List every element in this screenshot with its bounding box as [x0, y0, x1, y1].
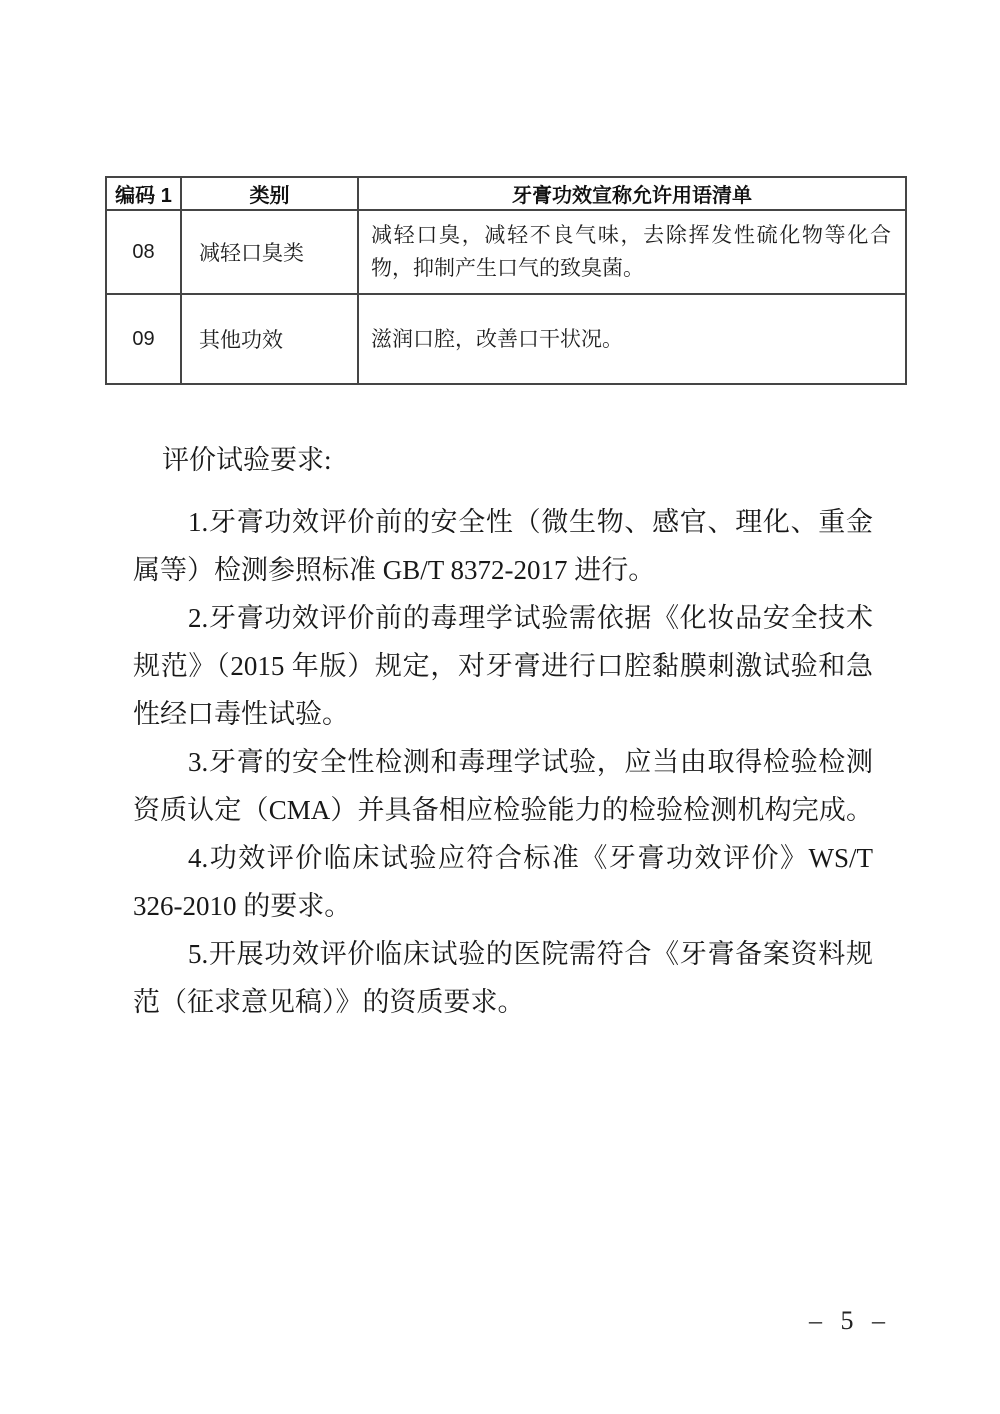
page-number: – 5 – [809, 1306, 891, 1335]
cell-code-09: 09 [106, 294, 181, 384]
paragraph-3-line-1: 3.牙膏的安全性检测和毒理学试验，应当由取得检验检测 [188, 747, 873, 777]
header-cell-code: 编码 1 [106, 177, 181, 210]
paragraph-3-line-2: 资质认定（CMA）并具备相应检验能力的检验检测机构完成。 [133, 795, 873, 825]
table-row [106, 210, 906, 294]
paragraph-5-line-2: 范（征求意见稿）》的资质要求。 [133, 987, 525, 1017]
paragraph-2-line-1: 2.牙膏功效评价前的毒理学试验需依据《化妆品安全技术 [188, 603, 873, 633]
paragraph-2-line-2: 规范》（2015 年版）规定，对牙膏进行口腔黏膜刺激试验和急 [133, 651, 873, 681]
table-header-row [106, 177, 906, 210]
paragraph-1-line-2: 属等）检测参照标准 GB/T 8372-2017 进行。 [133, 555, 656, 585]
header-cell-category: 类别 [181, 177, 358, 210]
cell-category-08: 减轻口臭类 [181, 210, 358, 294]
paragraph-5-line-1: 5.开展功效评价临床试验的医院需符合《牙膏备案资料规 [188, 939, 873, 969]
cell-category-09: 其他功效 [181, 294, 358, 384]
paragraph-2-line-3: 性经口毒性试验。 [133, 699, 349, 729]
cell-claims-08: 减轻口臭，减轻不良气味，去除挥发性硫化物等化合物，抑制产生口气的致臭菌。 [358, 210, 906, 294]
header-cell-claims: 牙膏功效宣称允许用语清单 [358, 177, 906, 210]
body-text [133, 436, 873, 1026]
cell-claims-09: 滋润口腔，改善口干状况。 [358, 294, 906, 384]
paragraph-4-line-2: 326-2010 的要求。 [133, 891, 352, 921]
cell-code-08: 08 [106, 210, 181, 294]
claims-table-container [105, 176, 905, 385]
paragraph-4-line-1: 4.功效评价临床试验应符合标准《牙膏功效评价》WS/T [188, 843, 873, 873]
table-row [106, 294, 906, 384]
claims-table [105, 176, 907, 385]
intro-line: 评价试验要求: [162, 445, 332, 475]
paragraph-1-line-1: 1.牙膏功效评价前的安全性（微生物、感官、理化、重金 [188, 507, 873, 537]
